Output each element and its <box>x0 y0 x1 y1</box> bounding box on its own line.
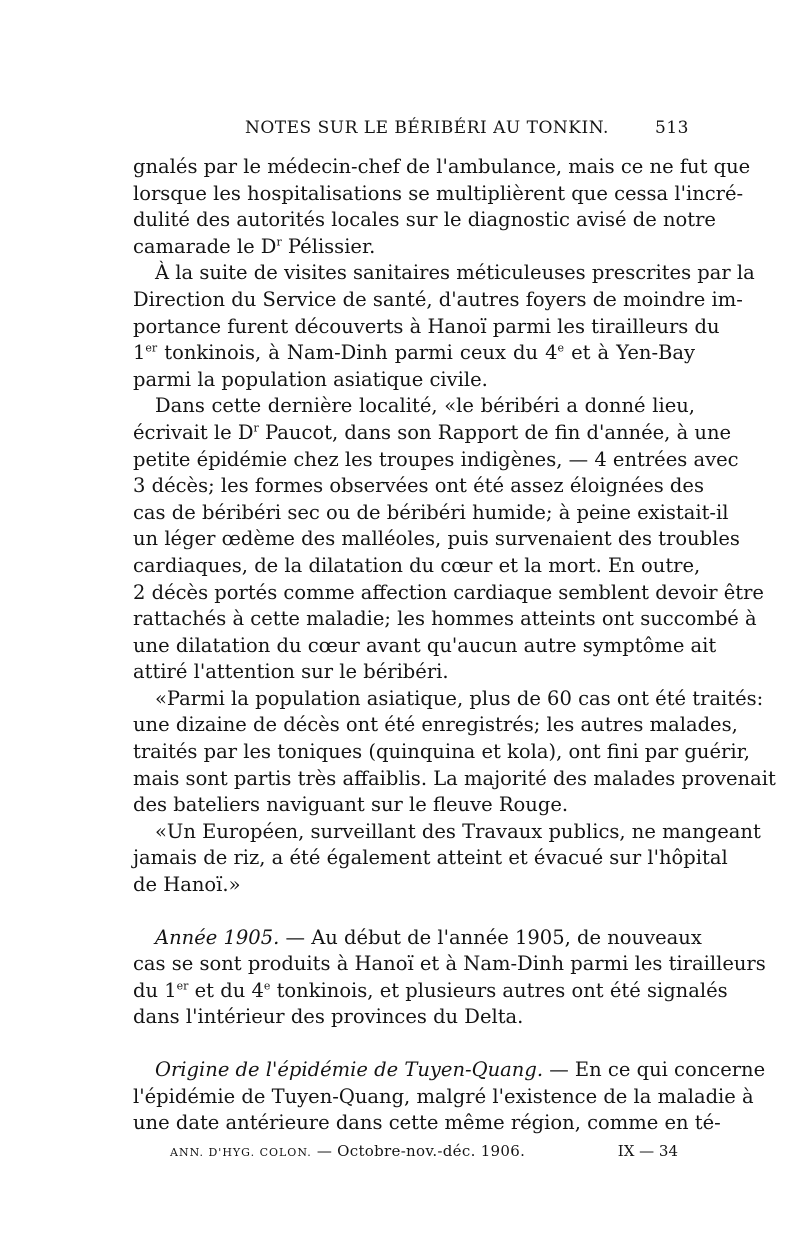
text-line: cas se sont produits à Hanoï et à Nam-Dinh parmi les tirailleurs <box>133 952 766 976</box>
text-line: jamais de riz, a été également atteint et évacué sur l'hôpital <box>133 846 728 870</box>
text-line: Direction du Service de santé, d'autres foyers de moindre im- <box>133 287 743 311</box>
section-gap <box>133 1031 695 1057</box>
text-line: lorsque les hospitalisations se multiplièrent que cessa l'incré- <box>133 181 744 205</box>
text-line: l'épidémie de Tuyen-Quang, malgré l'existence de la maladie à <box>133 1084 754 1108</box>
section-title-origine: Origine de l'épidémie de Tuyen-Quang. <box>155 1058 544 1081</box>
text-line: parmi la population asiatique civile. <box>133 367 488 391</box>
text-line: un léger œdème des malléoles, puis survenaient des troubles <box>133 527 740 551</box>
page-footer <box>170 1142 690 1164</box>
text-line: du 1er et du 4e tonkinois, et plusieurs autres ont été signalés <box>133 978 728 1002</box>
text-line: une dilatation du cœur avant qu'aucun autre symptôme ait <box>133 633 717 657</box>
text-line: une date antérieure dans cette même région, comme en té- <box>133 1111 721 1135</box>
text-line: Dans cette dernière localité, «le béribéri a donné lieu, <box>155 394 695 418</box>
text-line: de Hanoï.» <box>133 873 241 897</box>
text-line: «Parmi la population asiatique, plus de 60 cas ont été traités: <box>155 686 764 710</box>
footer-citation <box>170 1142 525 1160</box>
text-line: cardiaques, de la dilatation du cœur et la mort. En outre, <box>133 553 701 577</box>
signature-mark: IX — 34 <box>617 1142 678 1160</box>
text-line: portance furent découverts à Hanoï parmi les tirailleurs du <box>133 314 720 338</box>
section-title-1905: Année 1905. <box>155 925 280 949</box>
text-line: dans l'intérieur des provinces du Delta. <box>133 1005 524 1029</box>
text-line: des bateliers naviguant sur le fleuve Rouge. <box>133 793 569 817</box>
text-line: «Un Européen, surveillant des Travaux publics, ne mangeant <box>155 819 761 843</box>
page-number: 513 <box>655 118 689 138</box>
text-line: traités par les toniques (quinquina et kola), ont fini par guérir, <box>133 740 750 764</box>
journal-abbrev: ANN. D'HYG. COLON. <box>170 1146 312 1159</box>
text-line: 3 décès; les formes observées ont été assez éloignées des <box>133 474 704 498</box>
section-heading-line: Année 1905. — Au début de l'année 1905, de nouveaux <box>155 925 702 949</box>
text-line: une dizaine de décès ont été enregistrés; les autres malades, <box>133 713 738 737</box>
running-header <box>133 118 695 140</box>
running-title: NOTES SUR LE BÉRIBÉRI AU TONKIN. <box>245 118 609 138</box>
text-line: 2 décès portés comme affection cardiaque semblent devoir être <box>133 580 764 604</box>
issue-date: — Octobre-nov.-déc. 1906. <box>311 1142 526 1160</box>
text-line: À la suite de visites sanitaires méticuleuses prescrites par la <box>155 261 755 285</box>
text-line: mais sont partis très affaiblis. La majorité des malades provenait <box>133 766 776 790</box>
text-line: attiré l'attention sur le béribéri. <box>133 660 449 684</box>
text-line: rattachés à cette maladie; les hommes atteints ont succombé à <box>133 607 757 631</box>
text-line: écrivait le $D^r$ Paucot, dans son Rapport de fin d'année, à une <box>133 420 732 444</box>
text-line: petite épidémie chez les troupes indigènes, — 4 entrées avec <box>133 447 739 471</box>
section-heading-line: Origine de l'épidémie de Tuyen-Quang. — En ce qui concerne <box>155 1058 766 1081</box>
text-line: dulité des autorités locales sur le diagnostic avisé de notre <box>133 208 716 232</box>
text-line: camarade le $D^r$ Pélissier. <box>133 234 376 258</box>
text-line: 1er tonkinois, à Nam-Dinh parmi ceux du 4e et à Yen-Bay <box>133 341 696 365</box>
section-gap <box>133 899 695 925</box>
text-line: gnalés par le médecin-chef de l'ambulance, mais ce ne fut que <box>133 155 751 178</box>
text-line: cas de béribéri sec ou de béribéri humide; à peine existait-il <box>133 500 729 524</box>
body-text <box>133 154 776 1137</box>
